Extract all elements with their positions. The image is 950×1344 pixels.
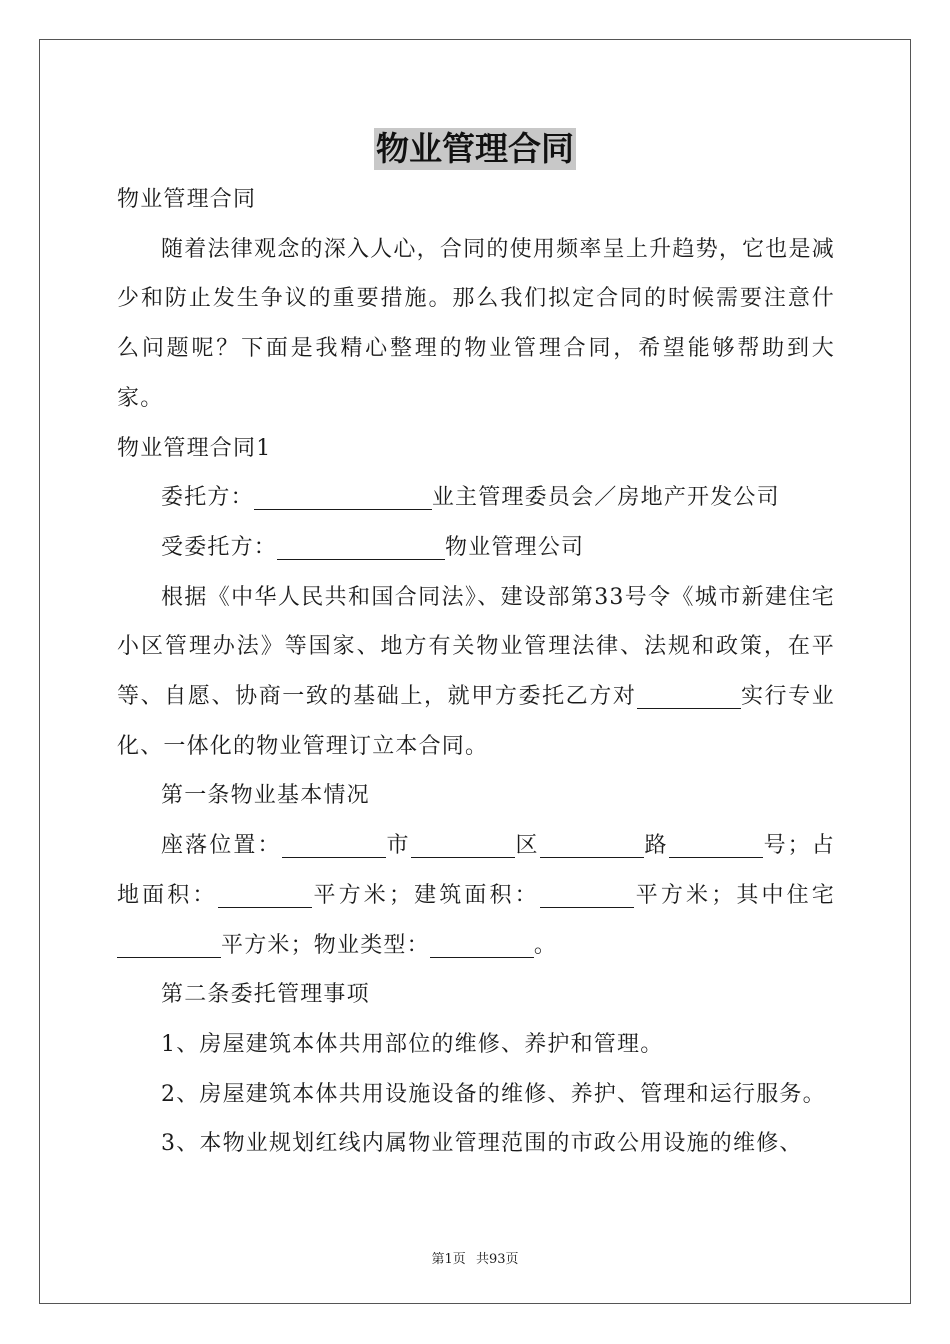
title-container (0, 128, 950, 170)
agent-suffix: 物业管理公司 (445, 534, 585, 560)
client-line (117, 473, 835, 523)
article-2-title: 第二条委托管理事项 (161, 982, 370, 1008)
land-area-label: 占地面积： (117, 833, 835, 908)
property-info-paragraph (117, 821, 835, 970)
district-blank (411, 829, 515, 858)
district-label: 区 (514, 833, 540, 859)
page-footer (0, 1248, 950, 1267)
total-pages: 共93页 (475, 1252, 519, 1267)
client-label: 委托方： (161, 485, 254, 511)
list-item: 1、房屋建筑本体共用部位的维修、养护和管理。 (161, 1031, 664, 1057)
document-body (117, 175, 835, 1169)
city-label: 市 (385, 833, 411, 859)
building-area-blank (540, 879, 634, 908)
section-title: 物业管理合同1 (117, 435, 272, 461)
page-number: 第1页 (431, 1252, 466, 1267)
agent-label: 受委托方： (161, 534, 278, 560)
property-blank (637, 680, 741, 709)
number-label: 号； (762, 833, 811, 859)
agent-line (117, 523, 835, 573)
location-label: 座落位置： (161, 833, 282, 859)
city-blank (282, 829, 386, 858)
basis-paragraph (117, 573, 835, 772)
intro-paragraph: 随着法律观念的深入人心，合同的使用频率呈上升趋势，它也是减少和防止发生争议的重要措施。那么我们拟定合同的时候需要注意什么问题呢？下面是我精心整理的物业管理合同，希望能够帮助到大家。 (117, 236, 835, 411)
list-item: 2、房屋建筑本体共用设施设备的维修、养护、管理和运行服务。 (161, 1081, 826, 1107)
road-label: 路 (643, 833, 669, 859)
client-blank (254, 481, 432, 510)
document-subtitle: 物业管理合同 (117, 187, 257, 212)
client-suffix: 业主管理委员会／房地产开发公司 (431, 485, 780, 511)
number-blank (669, 829, 763, 858)
basis-text-2: 实行专业化、一体化的物业管理订立本合同。 (117, 684, 835, 759)
end-period: 。 (533, 932, 558, 958)
agent-blank (277, 531, 445, 560)
land-area-blank (218, 879, 312, 908)
building-area-label: 平方米；建筑面积： (311, 882, 540, 908)
article-1-title: 第一条物业基本情况 (161, 783, 370, 809)
document-title: 物业管理合同 (376, 129, 574, 168)
property-type-blank (430, 929, 534, 958)
list-item: 3、本物业规划红线内属物业管理范围的市政公用设施的维修、 (161, 1131, 803, 1157)
road-blank (540, 829, 644, 858)
residential-blank (117, 929, 221, 958)
property-type-label: 平方米；物业类型： (221, 932, 430, 958)
basis-text-1: 根据《中华人民共和国合同法》、建设部第33号令《城市新建住宅小区管理办法》等国家、地方有关物业管理法律、法规和政策，在平等、自愿、协商一致的基础上，就甲方委托乙方对 (117, 584, 835, 710)
residential-label: 平方米；其中住宅 (633, 882, 835, 908)
